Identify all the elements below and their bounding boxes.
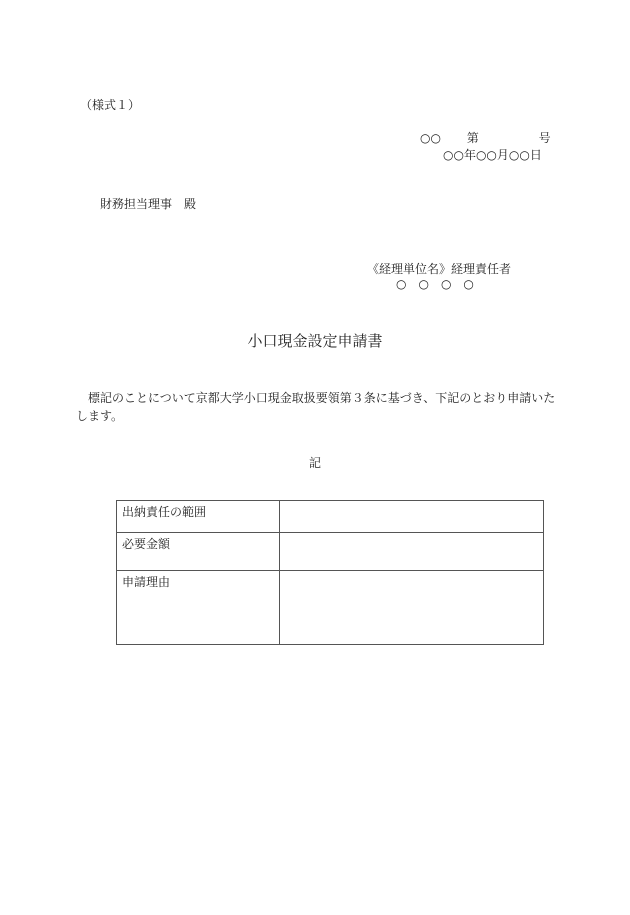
table-row [117,501,544,533]
sender-name: ○ ○ ○ ○ [396,277,474,291]
document-number-go: 号 [538,131,551,145]
document-title: 小口現金設定申請書 [247,332,383,350]
application-table [116,500,544,645]
body-text [76,389,566,425]
body-paragraph: 標記のことについて京都大学小口現金取扱要領第３条に基づき、下記のとおり申請いたします。 [76,391,556,423]
table-row [117,571,544,645]
sender-title: 《経理単位名》経理責任者 [367,262,512,276]
document-number-prefix: ○○ [420,131,441,145]
row-value-field[interactable] [280,501,544,533]
row-label: 申請理由 [117,571,280,645]
document-number-dai: 第 [466,131,479,145]
recipient: 財務担当理事 殿 [100,197,197,211]
row-label: 必要金額 [117,533,280,571]
document-number [420,131,551,145]
row-value-field[interactable] [280,533,544,571]
table-row [117,533,544,571]
document-date: ○○年○○月○○日 [443,148,542,162]
row-label: 出納責任の範囲 [117,501,280,533]
ki-heading: 記 [308,456,321,470]
row-value-field[interactable] [280,571,544,645]
form-number: （様式１） [80,98,141,112]
